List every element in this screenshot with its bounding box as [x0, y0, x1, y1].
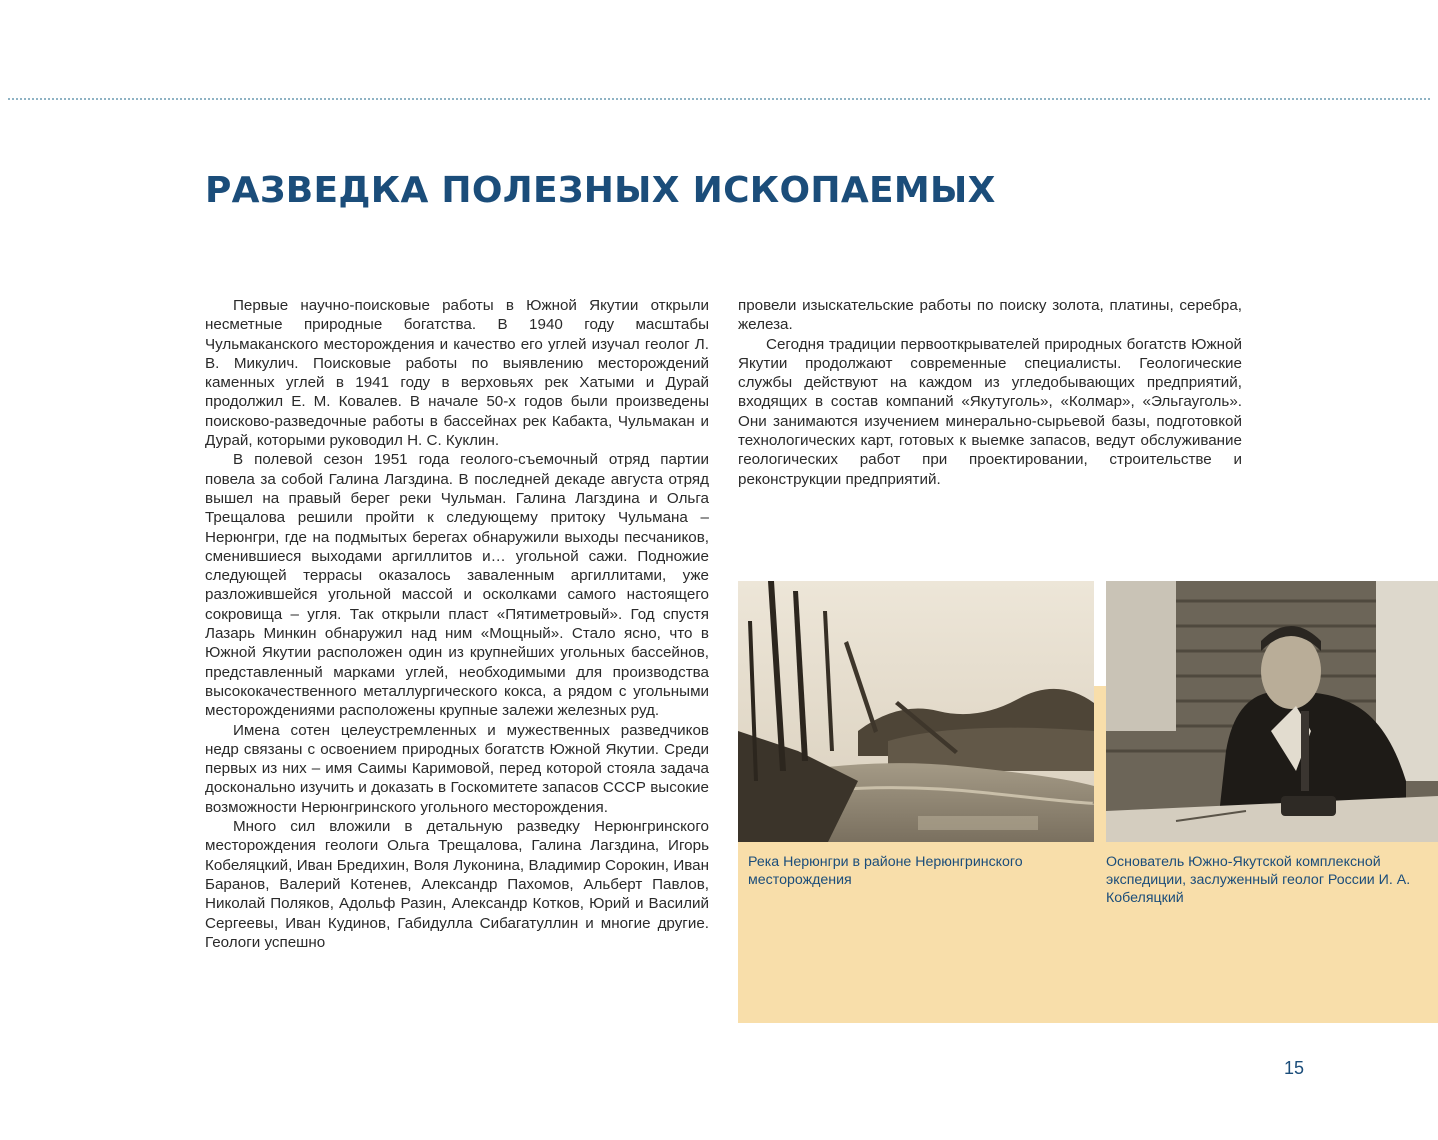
paragraph: Сегодня традиции первооткрывателей природных богатств Южной Якутии продолжают современные специалисты. Геологические службы действуют на каждом из угледобывающих предприятий, входящих в состав компаний «Якутуголь», «Колмар», «Эльгауголь». Они занимаются изучением минерально-сырьевой базы, подготовкой технологических карт, готовых к выемке запасов, ведут обслуживание геологических работ при проектировании, строительстве и реконструкции предприятий. [738, 335, 1242, 488]
top-dotted-divider [8, 98, 1430, 100]
page-number: 15 [1284, 1058, 1305, 1078]
river-photo-caption: Река Нерюнгри в районе Нерюнгринского месторождения [748, 854, 1023, 888]
paragraph: Первые научно-поисковые работы в Южной Якутии открыли несметные природные богатства. В 1940 году масштабы Чульмаканского месторождения и качество его углей изучал геолог Л. В. Микулич. Поисковые работы по выявлению месторождений каменных углей в 1941 году в верховьях рек Хатыми и Дурай продолжил Е. М. Ковалев. В начале 50-х годов были произведены поисково-разведочные работы в бассейнах рек Кабакта, Чульмакан и Дурай, которыми руководил Н. С. Куклин. [205, 297, 709, 450]
geologist-photo-caption: Основатель Южно-Якутской комплексной экспедиции, заслуженный геолог России И. А. Кобеляцкий [1106, 854, 1411, 906]
geologist-photo [1106, 581, 1438, 842]
paragraph: Имена сотен целеустремленных и мужественных разведчиков недр связаны с освоением природных богатств Южной Якутии. Среди первых из них – имя Саимы Каримовой, перед которой стояла задача досконально изучить и доказать в Госкомитете запасов СССР высокие возможности Нерюнгринского угольного месторождения. [205, 721, 709, 816]
page-title: РАЗВЕДКА ПОЛЕЗНЫХ ИСКОПАЕМЫХ [205, 170, 996, 211]
river-photo [738, 581, 1094, 842]
left-text-column [205, 296, 709, 952]
paragraph: Много сил вложили в детальную разведку Нерюнгринского месторождения геологи Ольга Трещалова, Галина Лагздина, Игорь Кобеляцкий, Иван Бредихин, Воля Луконина, Владимир Сорокин, Иван Баранов, Валерий Котенев, Александр Пахомов, Альберт Павлов, Николай Поляков, Адольф Разин, Александр Котков, Юрий и Василий Сергеевы, Иван Кудинов, Габидулла Сибагатуллин и многие другие. Геологи успешно [205, 818, 709, 951]
right-text-column [738, 296, 1242, 489]
paragraph: В полевой сезон 1951 года геолого-съемочный отряд партии повела за собой Галина Лагздина. В последней декаде августа отряд вышел на правый берег реки Чульман. Галина Лагздина и Ольга Трещалова решили пройти к следующему притоку Чульмана – Нерюнгри, где на подмытых берегах обнаружили выходы песчаников, сменившиеся выходами аргиллитов и… угольной сажи. Подножие следующей террасы оказалось заваленным аргиллитами, уже разложившейся угольной массой и осколками самого настоящего сокровища – угля. Так открыли пласт «Пятиметровый». Год спустя Лазарь Минкин обнаружил над ним «Мощный». Стало ясно, что в Южной Якутии расположен один из крупнейших угольных бассейнов, представленный марками углей, необходимыми для производства высококачественного металлургического кокса, а рядом с угольными месторождениями расположены крупные залежи железных руд. [205, 451, 709, 720]
paragraph-continuation: провели изыскательские работы по поиску золота, платины, серебра, железа. [738, 297, 1242, 334]
